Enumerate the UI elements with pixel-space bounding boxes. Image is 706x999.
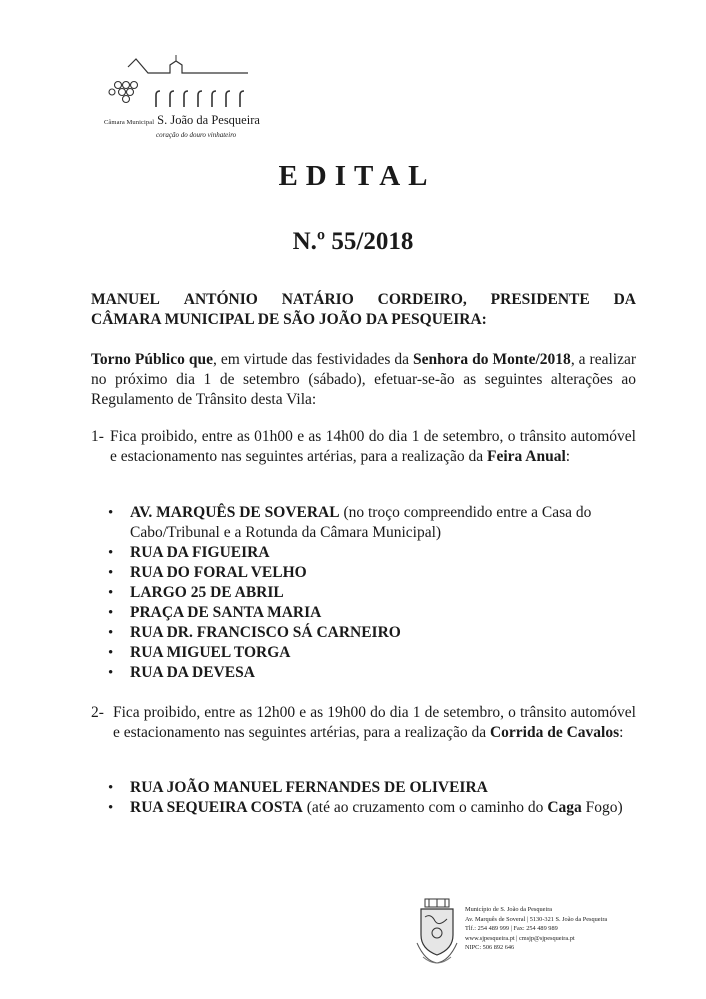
section-1-street-list xyxy=(108,503,638,683)
document-title: EDITAL xyxy=(278,160,436,192)
bullet-icon: • xyxy=(108,565,114,581)
intro-text-2: , a realizar no próximo dia 1 de setembro (sábado), efetuar-se-ão as seguintes alterações ao Regulamento de Trânsito desta Vila: xyxy=(91,351,637,408)
footer-line: Tlf.: 254 489 999 | Fax: 254 489 989 xyxy=(465,925,558,932)
footer-line: Av. Marquês de Soveral | 5130-321 S. João da Pesqueira xyxy=(465,915,608,923)
footer-contact-block xyxy=(413,897,663,977)
street-note: (no troço compreendido entre a Casa do Cabo/Tribunal e a Rotunda da Câmara Municipal) xyxy=(130,504,592,541)
bullet-icon: • xyxy=(108,625,114,641)
street-name: AV. MARQUÊS DE SOVERAL xyxy=(130,504,340,521)
bullet-icon: • xyxy=(108,505,114,521)
section-1-body: Fica proibido, entre as 01h00 e as 14h00 do dia 1 de setembro, o trânsito automóvel e estacionamento nas seguintes artérias, para a realização da xyxy=(110,428,636,465)
street-name: LARGO 25 DE ABRIL xyxy=(130,584,284,601)
section-2-event: Corrida de Cavalos xyxy=(489,724,620,741)
street-name: RUA DA DEVESA xyxy=(130,664,255,681)
heading-line-1 xyxy=(91,290,636,310)
section-1-text xyxy=(91,427,636,467)
bullet-icon: • xyxy=(108,605,114,621)
street-name: PRAÇA DE SANTA MARIA xyxy=(130,604,322,621)
list-item xyxy=(108,543,638,563)
grapes-arches-icon xyxy=(98,55,278,115)
list-item xyxy=(108,583,638,603)
section-1-number: 1- xyxy=(91,428,104,445)
logo-tagline: coração do douro vinhateiro xyxy=(156,131,237,139)
section-2-end: : xyxy=(619,724,624,741)
coat-of-arms-icon xyxy=(413,897,463,969)
intro-lead: Torno Público que xyxy=(91,351,213,368)
list-item xyxy=(108,643,638,663)
section-1-end: : xyxy=(565,448,571,465)
list-item xyxy=(108,563,638,583)
president-heading xyxy=(91,290,636,330)
footer-line: Município de S. João da Pesqueira xyxy=(465,906,553,913)
bullet-icon: • xyxy=(108,665,114,681)
heading-word: DA xyxy=(613,291,636,308)
bullet-icon: • xyxy=(108,645,114,661)
street-name: RUA MIGUEL TORGA xyxy=(130,644,291,661)
intro-festivity: Senhora do Monte/2018 xyxy=(412,351,571,368)
footer-line: NIPC: 506 892 646 xyxy=(465,944,515,951)
municipal-logo xyxy=(98,55,278,155)
street-note-bold: Caga xyxy=(547,799,582,816)
heading-word: MANUEL xyxy=(91,291,160,308)
street-name: RUA JOÃO MANUEL FERNANDES DE OLIVEIRA xyxy=(130,779,488,796)
list-item xyxy=(108,778,638,798)
section-2-text xyxy=(91,703,636,743)
list-item xyxy=(108,623,638,643)
section-2-body: Fica proibido, entre as 12h00 e as 19h00 do dia 1 de setembro, o trânsito automóvel e estacionamento nas seguintes artérias, para a realização da xyxy=(113,704,636,741)
list-item xyxy=(108,798,638,818)
street-name: RUA DR. FRANCISCO SÁ CARNEIRO xyxy=(130,624,401,641)
bullet-icon: • xyxy=(108,585,114,601)
logo-org-small: Câmara Municipal xyxy=(104,119,155,126)
section-2-street-list xyxy=(108,778,638,818)
intro-paragraph xyxy=(91,350,636,410)
street-name: RUA SEQUEIRA COSTA xyxy=(130,799,303,816)
heading-word: ANTÓNIO xyxy=(183,291,258,308)
section-2 xyxy=(91,703,636,743)
footer-line: www.sjpesqueira.pt | cmsjp@sjpesqueira.pt xyxy=(465,934,575,942)
bullet-icon: • xyxy=(108,800,114,816)
heading-word: PRESIDENTE xyxy=(490,291,590,308)
heading-word: CORDEIRO, xyxy=(377,291,467,308)
street-note-end: Fogo) xyxy=(581,799,623,816)
footer-text xyxy=(465,905,607,953)
bullet-icon: • xyxy=(108,545,114,561)
logo-organization-name xyxy=(104,113,260,128)
section-1-event: Feira Anual xyxy=(486,448,566,465)
logo-org-big: S. João da Pesqueira xyxy=(157,113,260,127)
heading-word: NATÁRIO xyxy=(281,291,354,308)
list-item xyxy=(108,503,638,543)
street-name: RUA DA FIGUEIRA xyxy=(130,544,270,561)
street-name: RUA DO FORAL VELHO xyxy=(130,564,307,581)
bullet-icon: • xyxy=(108,780,114,796)
list-item xyxy=(108,663,638,683)
section-1 xyxy=(91,427,636,467)
street-note: (até ao cruzamento com o caminho do xyxy=(302,799,548,816)
heading-line-2: CÂMARA MUNICIPAL DE SÃO JOÃO DA PESQUEIRA: xyxy=(91,311,487,328)
document-number: N.º 55/2018 xyxy=(292,228,414,255)
intro-text-1: , em virtude das festividades da xyxy=(212,351,413,368)
list-item xyxy=(108,603,638,623)
section-2-number: 2- xyxy=(91,704,104,721)
